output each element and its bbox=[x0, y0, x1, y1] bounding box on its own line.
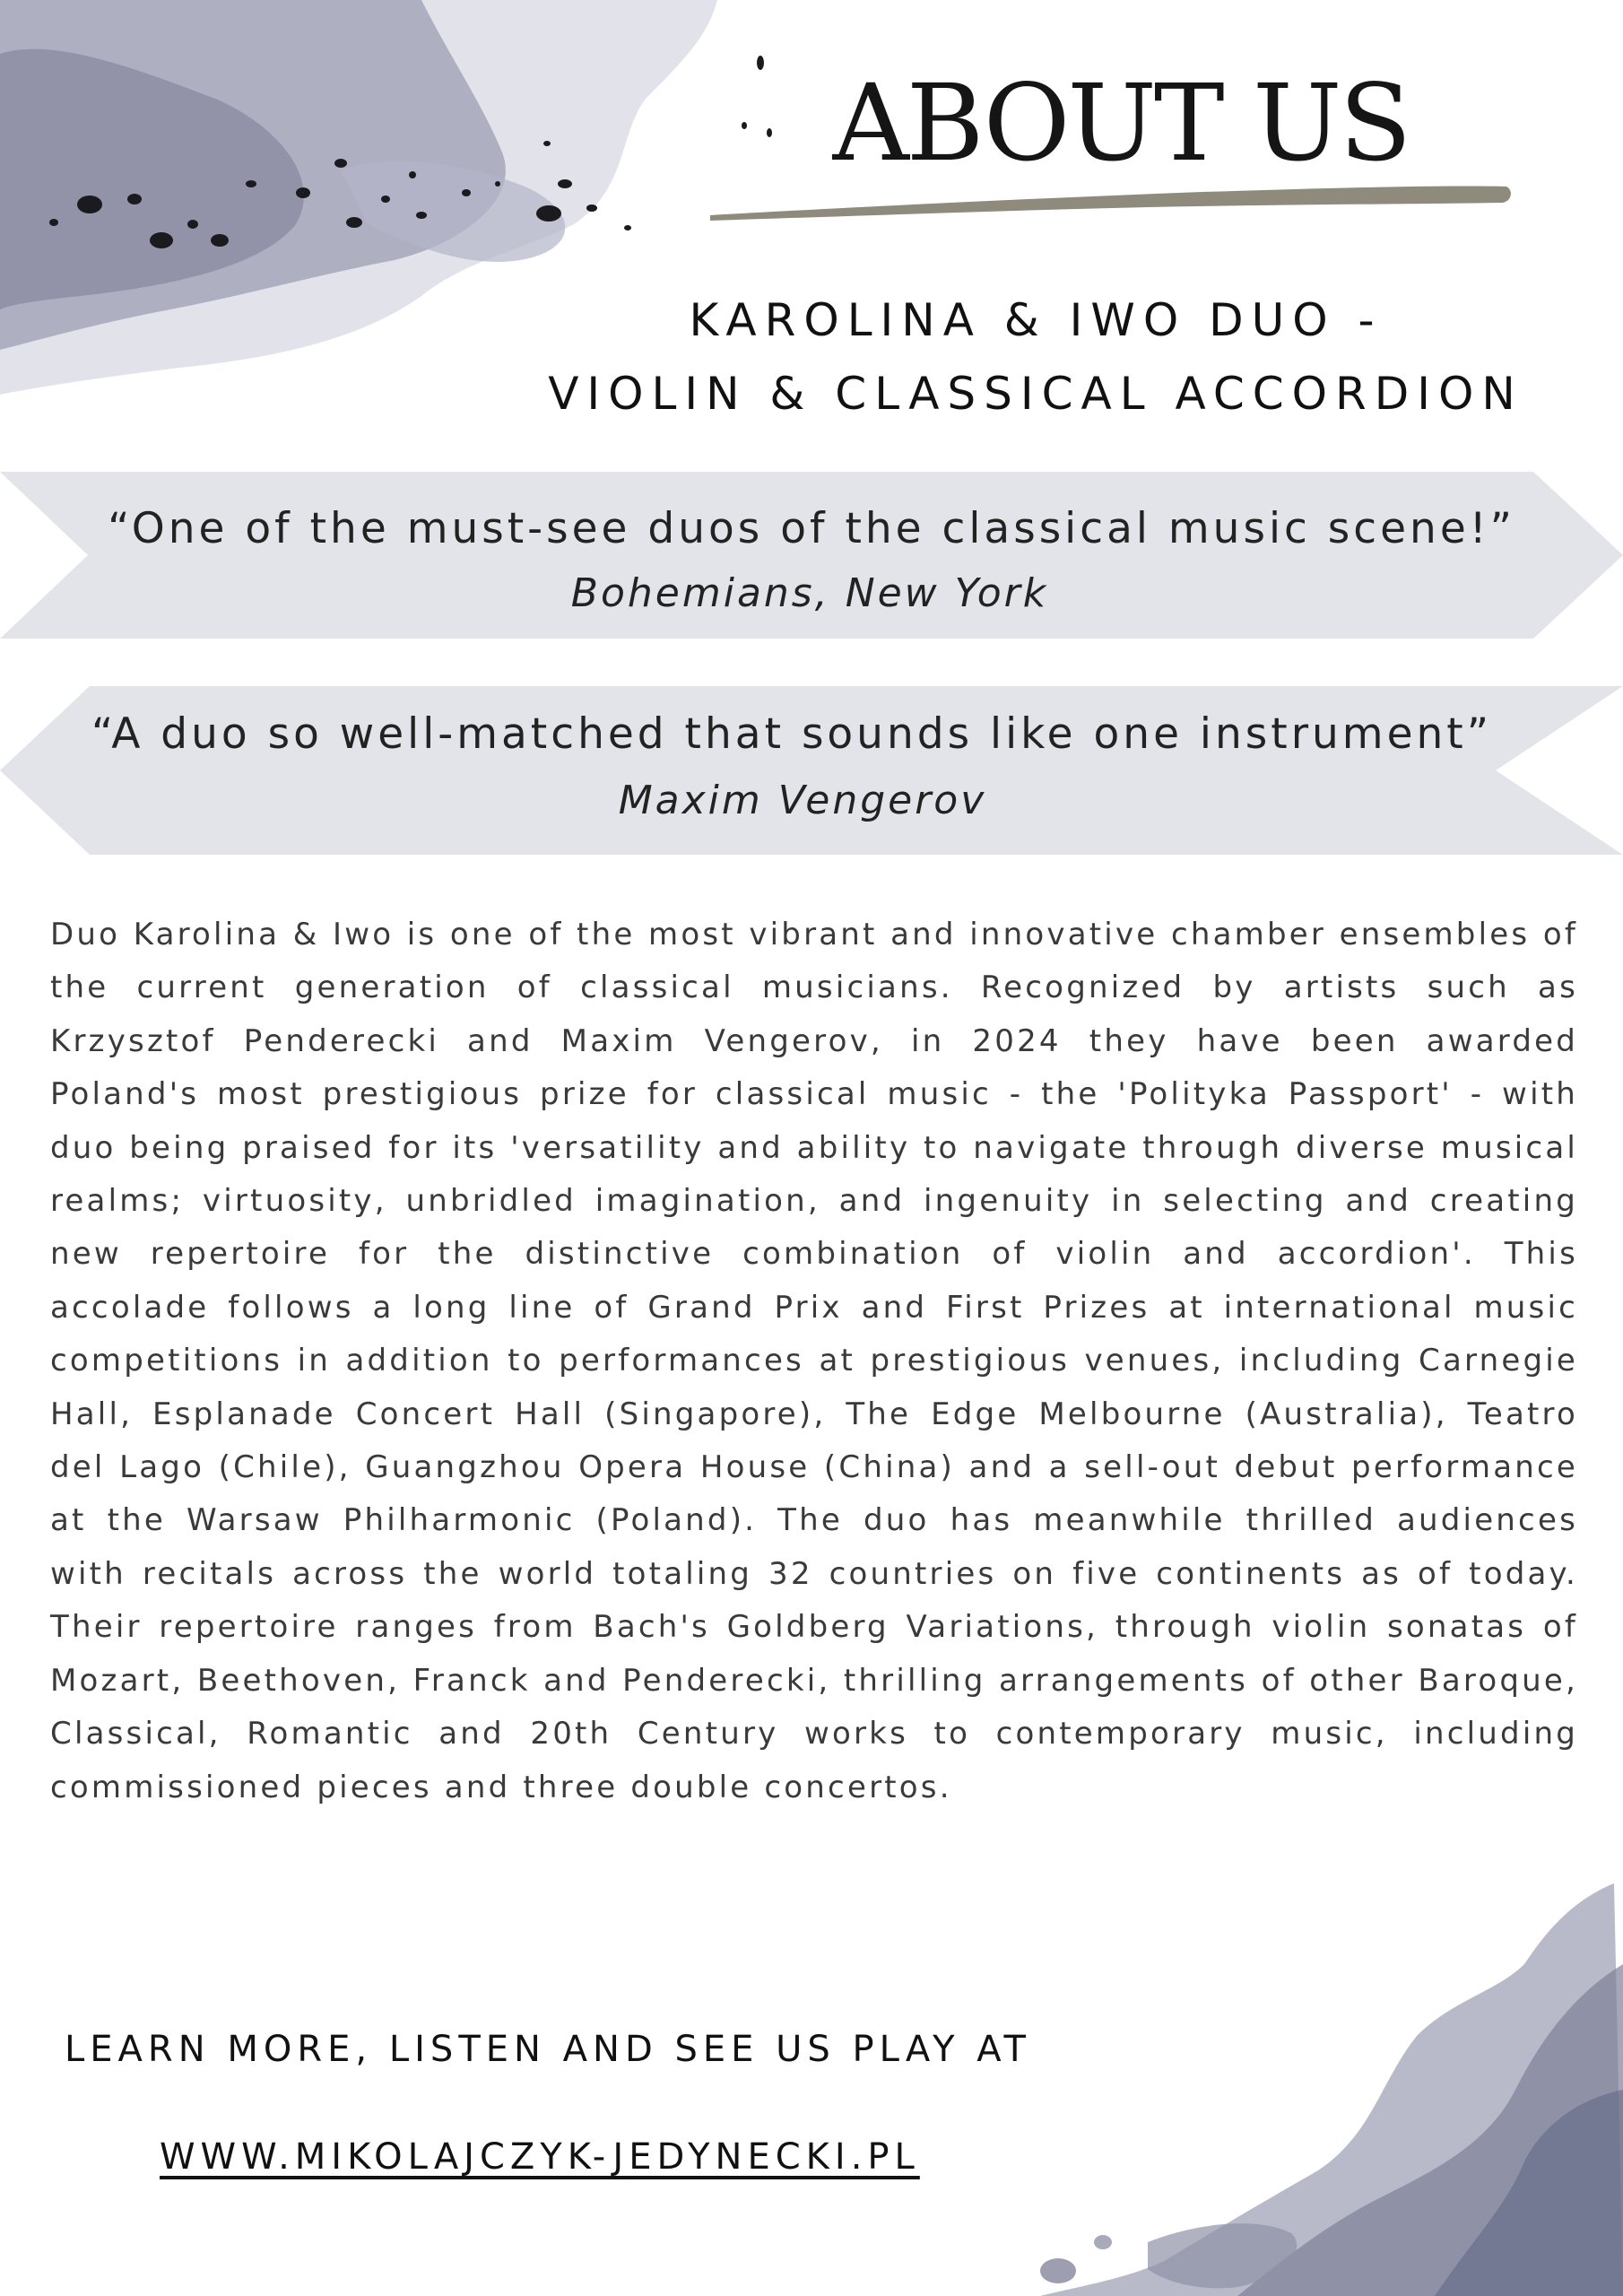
subtitle-line-1: KAROLINA & IWO DUO - bbox=[689, 294, 1383, 346]
website-link[interactable]: WWW.MIKOLAJCZYK-JEDYNECKI.PL bbox=[160, 2136, 920, 2178]
quote-author: Bohemians, New York bbox=[570, 570, 1049, 616]
quote-text: “One of the must-see duos of the classical music scene!” bbox=[108, 504, 1515, 553]
title-brush-stroke bbox=[699, 178, 1515, 222]
duo-subtitle bbox=[412, 283, 1623, 430]
quote-banner bbox=[0, 472, 1623, 639]
bio-paragraph: Duo Karolina & Iwo is one of the most vibrant and innovative chamber ensembles of the current generation of classical musicians. Recognized by artists such as Krzysztof Penderecki and Maxim Vengerov, in 2024 they have been awarded Poland's most prestigious prize for classical music - the 'Polityka Passport' - with duo being praised for its 'versatility and ability to navigate through diverse musical realms; virtuosity, unbridled imagination, and ingenuity in selecting and creating new repertoire for the distinctive combination of violin and accordion'. This accolade follows a long line of Grand Prix and First Prizes at international music competitions in addition to performances at prestigious venues, including Carnegie Hall, Esplanade Concert Hall (Singapore), The Edge Melbourne (Australia), Teatro del Lago (Chile), Guangzhou Opera House (China) and a sell-out debut performance at the Warsaw Philharmonic (Poland). The duo has meanwhile thrilled audiences with recitals across the world totaling 32 countries on five continents as of today. Their repertoire ranges from Bach's Goldberg Variations, through violin sonatas of Mozart, Beethoven, Franck and Penderecki, thrilling arrangements of other Baroque, Classical, Romantic and 20th Century works to contemporary music, including commissioned pieces and three double concertos. bbox=[50, 917, 1578, 1805]
subtitle-line-2: VIOLIN & CLASSICAL ACCORDION bbox=[548, 368, 1523, 420]
call-to-action: LEARN MORE, LISTEN AND SEE US PLAY AT bbox=[65, 2029, 1031, 2070]
quote-author: Maxim Vengerov bbox=[618, 778, 987, 823]
quote-text: “A duo so well-matched that sounds like one instrument” bbox=[91, 709, 1493, 759]
page-title: ABOUT US bbox=[832, 61, 1410, 185]
watercolor-wash-bottom-right bbox=[986, 1866, 1623, 2296]
quote-banner bbox=[0, 686, 1623, 855]
